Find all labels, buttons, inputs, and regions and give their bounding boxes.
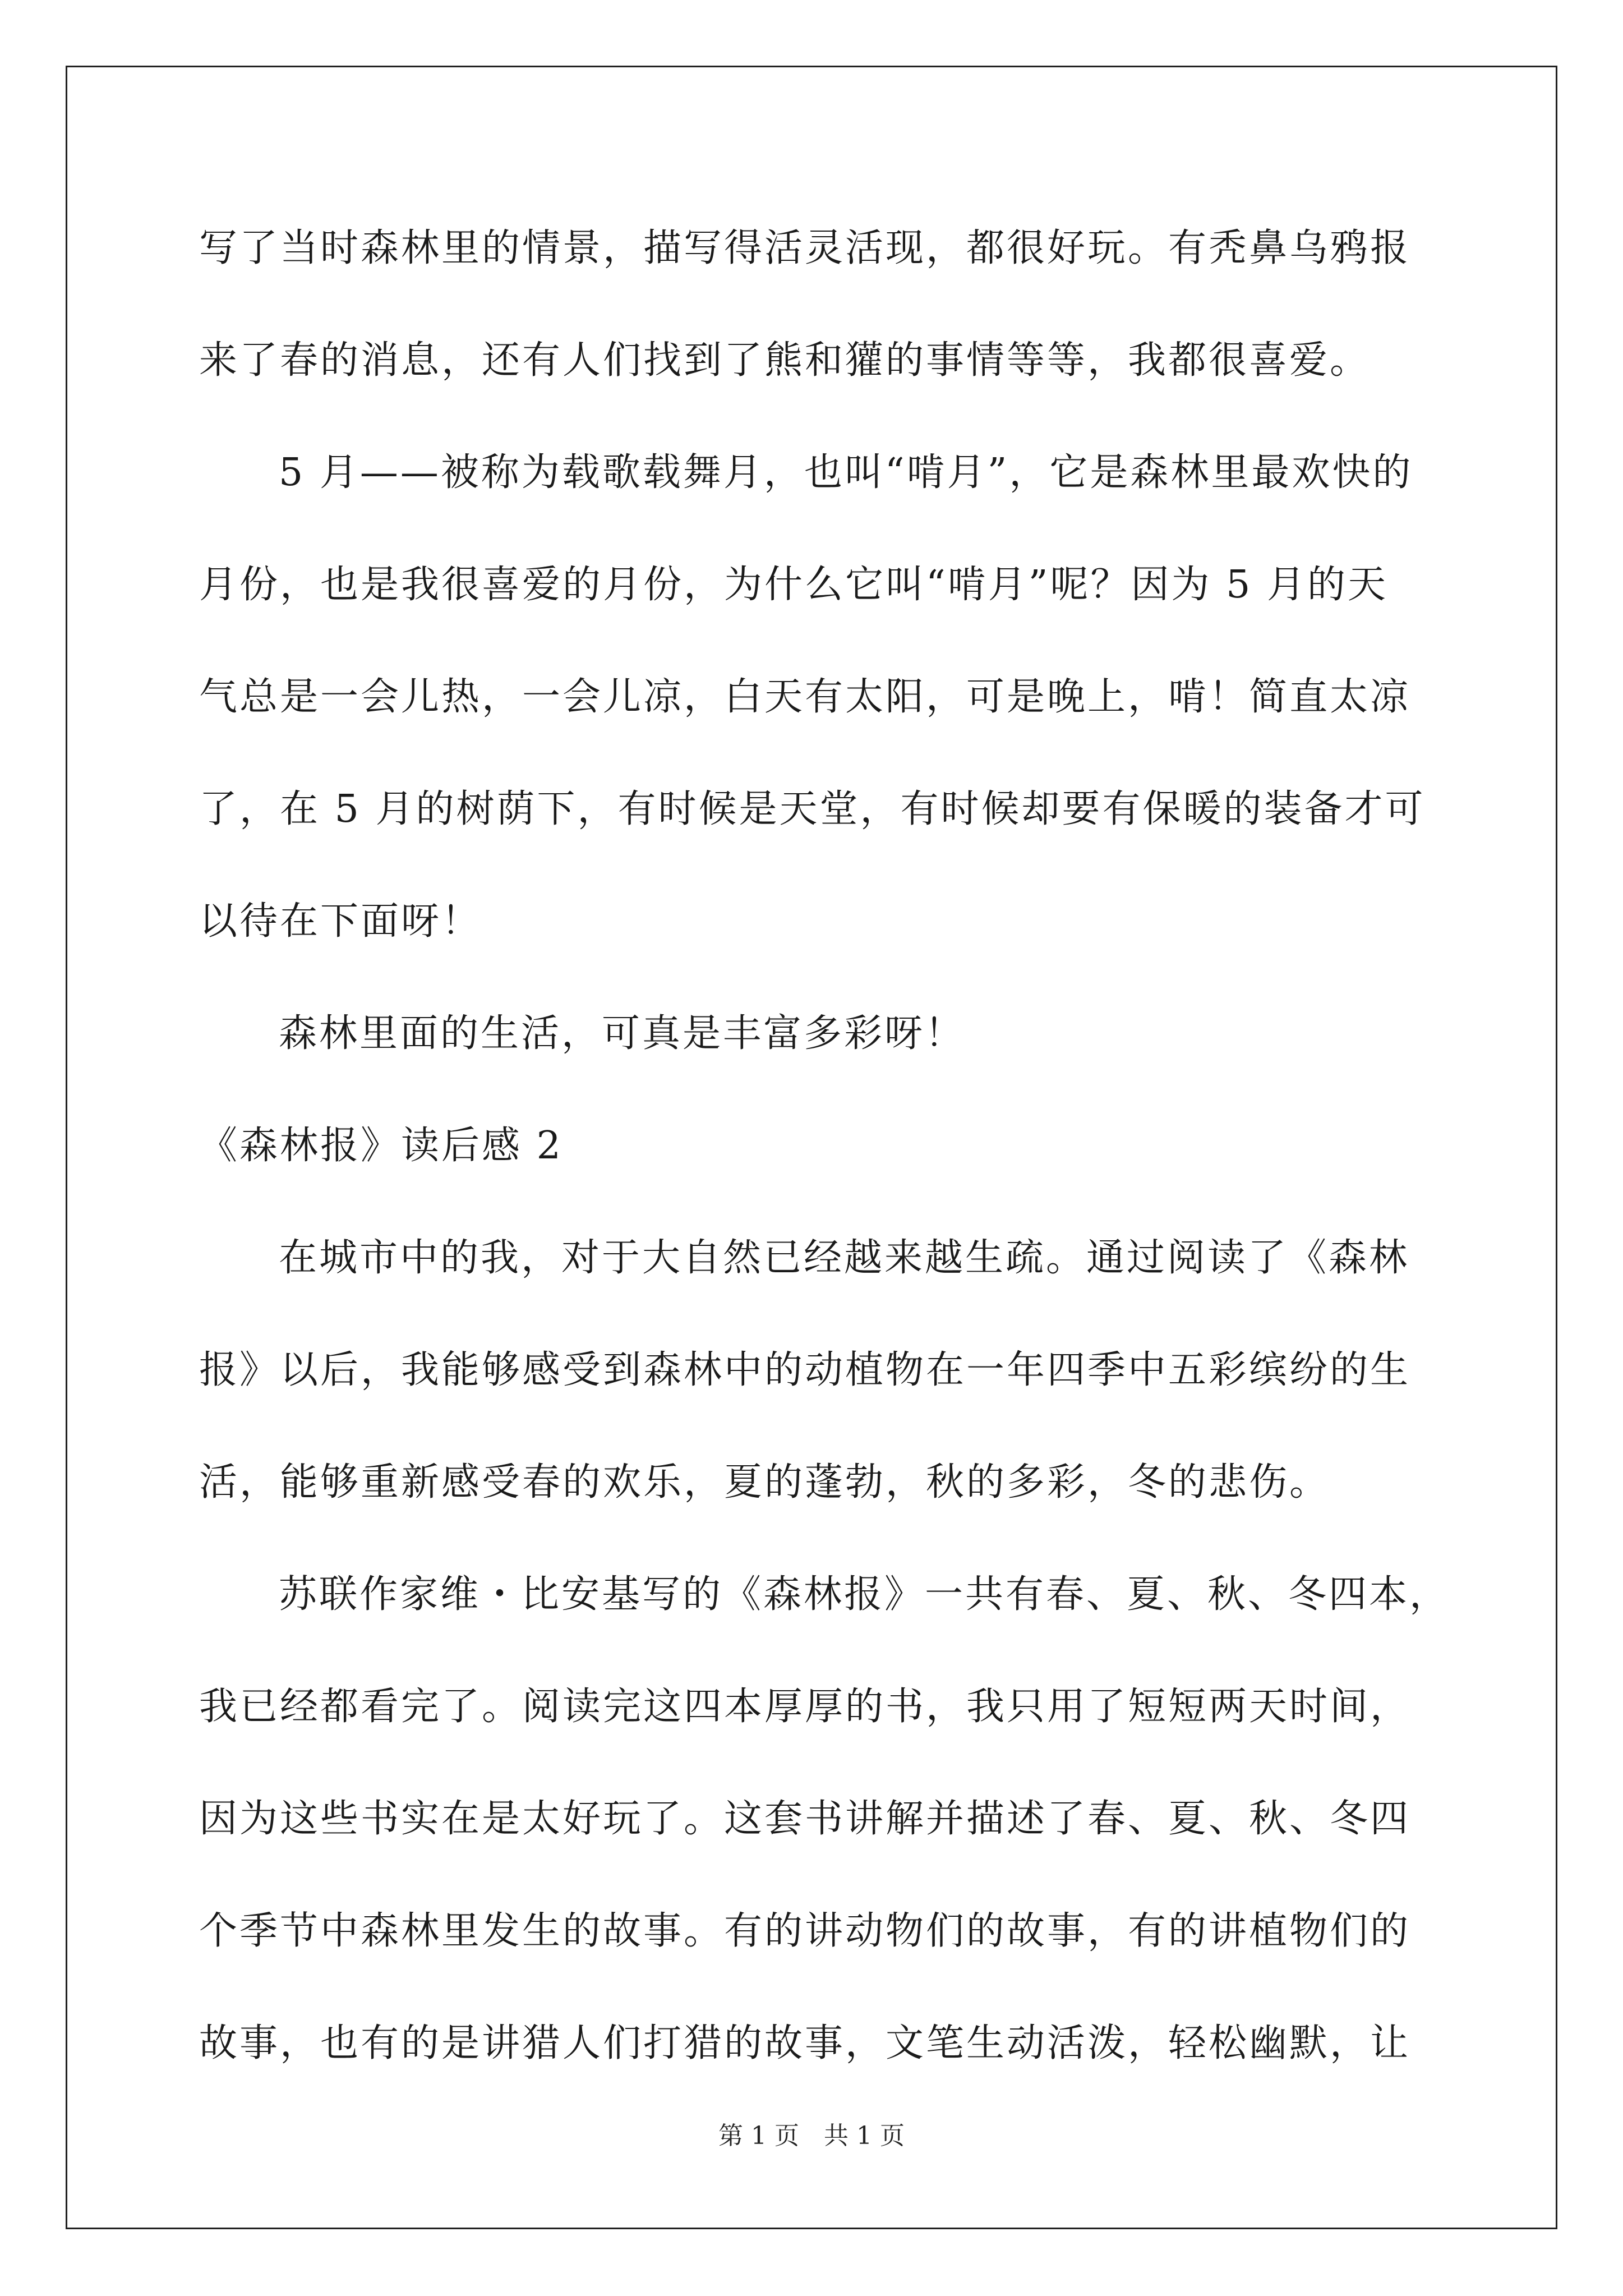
text-line: 以待在下面呀！ (199, 899, 482, 944)
section-heading: 《森林报》读后感 2 (199, 1124, 563, 1168)
text-line: 月份，也是我很喜爱的月份，为什么它叫“啃月”呢？因为 5 月的天 (199, 563, 1389, 607)
text-line: 写了当时森林里的情景，描写得活灵活现，都很好玩。有秃鼻乌鸦报 (199, 226, 1411, 270)
text-line: 故事，也有的是讲猎人们打猎的故事，文笔生动活泼，轻松幽默，让 (199, 2021, 1411, 2065)
text-line: 苏联作家维・比安基写的《森林报》一共有春、夏、秋、冬四本， (279, 1572, 1450, 1617)
text-line: 森林里面的生活，可真是丰富多彩呀！ (279, 1011, 966, 1056)
text-line: 报》以后，我能够感受到森林中的动植物在一年四季中五彩缤纷的生 (199, 1348, 1411, 1392)
text-line: 5 月——被称为载歌载舞月，也叫“啃月”，它是森林里最欢快的 (279, 450, 1413, 495)
text-line: 个季节中森林里发生的故事。有的讲动物们的故事，有的讲植物们的 (199, 1909, 1411, 1953)
text-line: 我已经都看完了。阅读完这四本厚厚的书，我只用了短短两天时间， (199, 1685, 1411, 1729)
text-line: 了，在 5 月的树荫下，有时候是天堂，有时候却要有保暖的装备才可 (199, 787, 1426, 831)
text-line: 活，能够重新感受春的欢乐，夏的蓬勃，秋的多彩，冬的悲伤。 (199, 1460, 1330, 1504)
page-number-footer: 第 1 页 共 1 页 (718, 2122, 905, 2150)
text-line: 因为这些书实在是太好玩了。这套书讲解并描述了春、夏、秋、冬四 (199, 1797, 1411, 1841)
text-line: 来了春的消息，还有人们找到了熊和獾的事情等等，我都很喜爱。 (199, 338, 1371, 383)
text-line: 气总是一会儿热，一会儿凉，白天有太阳，可是晚上，啃！简直太凉 (199, 675, 1411, 719)
text-line: 在城市中的我，对于大自然已经越来越生疏。通过阅读了《森林 (279, 1236, 1410, 1280)
